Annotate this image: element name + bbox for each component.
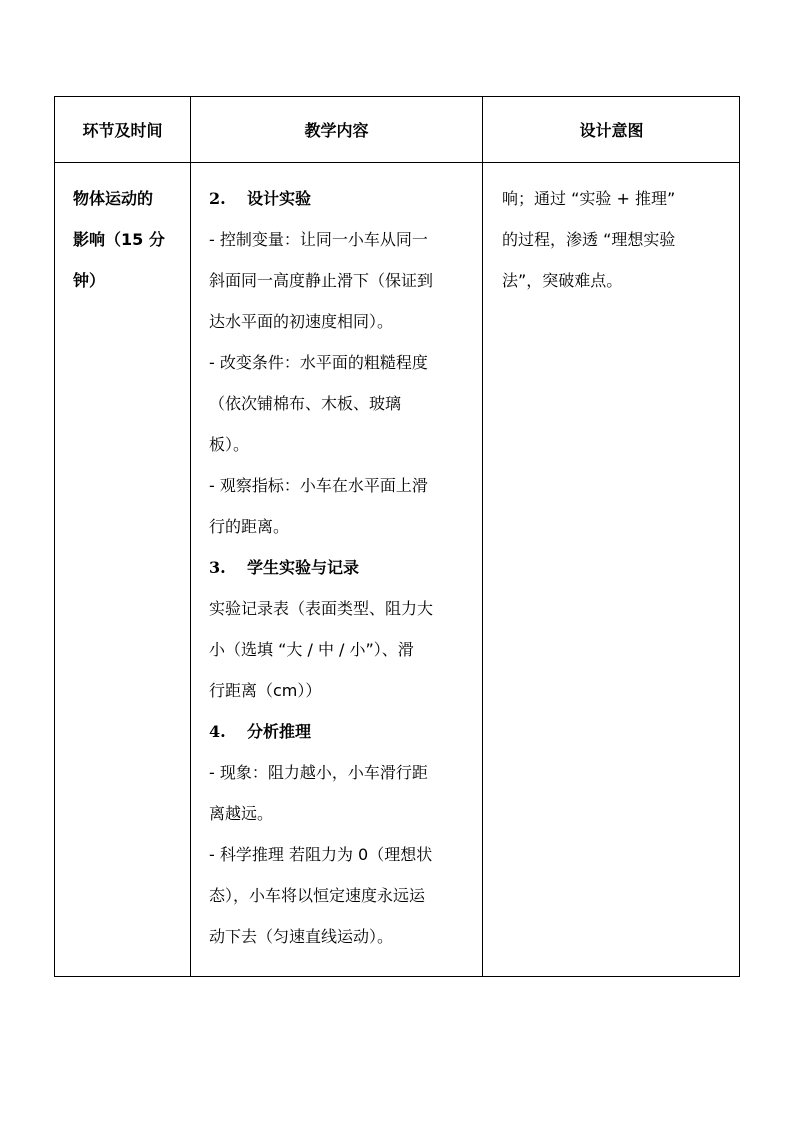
content-line: - 科学推理 若阻力为 0（理想状	[209, 845, 433, 864]
lesson-plan-table	[54, 96, 740, 977]
content-line: - 观察指标：小车在水平面上滑	[209, 476, 428, 495]
content-line: 态），小车将以恒定速度永远运	[209, 886, 426, 905]
content-line: - 现象：阻力越小，小车滑行距	[209, 763, 428, 782]
content-line: 斜面同一高度静止滑下（保证到	[209, 271, 434, 290]
column-divider	[482, 97, 483, 976]
column-divider	[190, 97, 191, 976]
stage-line: 影响（15 分	[73, 230, 165, 249]
content-line: 行的距离。	[209, 517, 290, 536]
content-line: 实验记录表（表面类型、阻力大	[209, 599, 434, 618]
section-number: 2.	[209, 189, 226, 208]
intent-line: 响；通过 “实验 + 推理”	[502, 189, 676, 208]
section-title: 学生实验与记录	[247, 558, 360, 577]
content-line: - 改变条件：水平面的粗糙程度	[209, 353, 428, 372]
section-heading-student-experiment	[209, 547, 471, 588]
content-line: 小（选填 “大 / 中 / 小”）、滑	[209, 640, 414, 659]
content-line: 动下去（匀速直线运动）。	[209, 927, 394, 946]
intent-line: 的过程，渗透 “理想实验	[502, 230, 676, 249]
section-heading-design-experiment	[209, 178, 471, 219]
header-design-intent: 设计意图	[579, 121, 644, 140]
header-stage-time: 环节及时间	[82, 121, 163, 140]
section-title: 分析推理	[247, 722, 312, 741]
design-intent-cell	[502, 163, 728, 301]
content-line: - 控制变量：让同一小车从同一	[209, 230, 428, 249]
section-number: 4.	[209, 722, 226, 741]
stage-time-cell	[73, 163, 175, 301]
header-teaching-content: 教学内容	[304, 121, 369, 140]
content-line: 达水平面的初速度相同）。	[209, 312, 394, 331]
stage-line: 钟）	[73, 271, 106, 290]
teaching-content-cell	[209, 163, 471, 957]
section-heading-analysis	[209, 711, 471, 752]
content-line: 离越远。	[209, 804, 274, 823]
content-line: （依次铺棉布、木板、玻璃	[209, 394, 402, 413]
content-line: 板）。	[209, 435, 250, 454]
section-title: 设计实验	[247, 189, 312, 208]
content-line: 行距离（cm））	[209, 681, 322, 700]
intent-line: 法”，突破难点。	[502, 271, 623, 290]
stage-line: 物体运动的	[73, 189, 154, 208]
section-number: 3.	[209, 558, 226, 577]
